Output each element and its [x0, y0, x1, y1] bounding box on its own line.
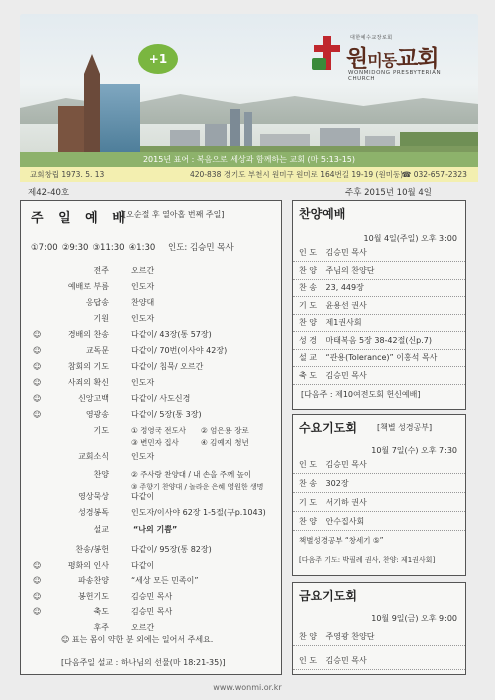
- dotted-divider: [293, 366, 465, 367]
- friday-line-label: 인 도: [299, 656, 317, 665]
- stand-up-smile-icon: ☺: [33, 410, 42, 419]
- wednesday-line: [299, 497, 367, 508]
- stand-up-smile-icon: ☺: [33, 362, 42, 371]
- founded-date: 교회창립 1973. 5. 13: [30, 170, 105, 179]
- order-value: 오르간: [131, 622, 155, 632]
- stand-up-smile-icon: ☺: [33, 394, 42, 403]
- worship-order-row: [21, 622, 283, 634]
- order-label: 축도: [93, 607, 109, 616]
- dotted-divider: [293, 279, 465, 280]
- stand-up-smile-icon: ☺: [33, 330, 42, 339]
- order-label: 사죄의 확신: [67, 378, 109, 387]
- sermon-row: 설교 “나의 기쁨”: [93, 525, 178, 534]
- order-value: 다같이/ 43장(통 57장): [131, 330, 212, 339]
- praise-worship-line-value: 23, 449장: [325, 283, 364, 292]
- bulletin-date: 주후 2015년 10월 4일: [345, 188, 433, 198]
- wednesday-line-label: 기 도: [299, 498, 317, 507]
- worship-order-row: [21, 265, 283, 277]
- standing-notice: ☺ 표는 몸이 약한 분 외에는 일어서 주세요.: [61, 635, 214, 644]
- praise-worship-title: 찬양예배: [299, 207, 346, 221]
- stand-up-smile-icon: ☺: [33, 607, 42, 616]
- praise-worship-line: [299, 370, 367, 381]
- order-label: 참회의 기도: [67, 362, 109, 371]
- order-value: 오르간: [131, 266, 155, 275]
- praise-worship-line-label: 인 도: [299, 248, 317, 257]
- worship-order-row: [21, 345, 283, 357]
- church-news-row: 교회소식 인도자: [78, 452, 155, 461]
- order-value: 다같이/ 70번(이사야 42장): [131, 346, 228, 355]
- dotted-divider: [293, 314, 465, 315]
- praise-worship-line-value: 제1권사회: [325, 318, 362, 327]
- order-label: 찬송/봉헌: [75, 545, 109, 554]
- praise-worship-line-label: 찬 송: [299, 283, 317, 292]
- friday-line-label: 찬 양: [299, 632, 317, 641]
- praise-worship-line: [299, 300, 367, 311]
- order-label: 성경봉독: [78, 508, 109, 517]
- order-label: 후주: [93, 622, 109, 632]
- wednesday-line-value: 안수집사회: [325, 517, 365, 526]
- order-value: 찬양대: [131, 298, 155, 307]
- praise-worship-line-label: 축 도: [299, 370, 317, 380]
- praise-worship-line-label: 설 교: [299, 353, 317, 362]
- stand-up-smile-icon: ☺: [33, 560, 42, 570]
- service-times: ①7:00 ②9:30 ③11:30 ④1:30 인도: 김승민 목사: [31, 243, 234, 253]
- order-value: 다같이: [131, 492, 155, 501]
- praise-worship-line-value: 윤용선 권사: [325, 300, 367, 310]
- praise-worship-line-value: 김승민 목사: [325, 370, 367, 380]
- praise-worship-line: [299, 317, 362, 328]
- church-address: 420-838 경기도 부천시 원미구 원미로 164번길 19-19 (원미동): [190, 170, 404, 179]
- worship-order-row: [21, 544, 283, 556]
- dotted-divider: [293, 530, 465, 531]
- praise-worship-line-label: 성 경: [299, 335, 317, 345]
- praise-worship-line: [299, 265, 374, 276]
- praise-worship-line: [299, 282, 364, 293]
- sunday-worship-title: 주 일 예 배: [31, 211, 130, 226]
- order-label: 평화의 인사: [67, 560, 109, 570]
- church-info-bar: [20, 167, 478, 182]
- order-label: 파송찬양: [78, 576, 109, 585]
- dotted-divider: [293, 349, 465, 350]
- order-value: 다같이/ 사도신경: [131, 394, 191, 403]
- friday-line: [299, 631, 374, 642]
- plus-one-bubble: +1: [138, 44, 178, 74]
- wednesday-line-value: 서기하 권사: [325, 498, 367, 507]
- worship-order-row: [21, 409, 283, 421]
- stand-up-smile-icon: ☺: [33, 346, 42, 355]
- wednesday-line-value: 302장: [325, 479, 349, 488]
- worship-order-row: [21, 377, 283, 389]
- worship-order-row: [21, 575, 283, 587]
- wednesday-study: 책별성경공부 “창세기 ⑤”: [299, 536, 384, 545]
- cross-logo-icon: [312, 36, 342, 70]
- order-label: 신앙고백: [78, 394, 109, 403]
- order-label: 영상묵상: [78, 492, 109, 501]
- website-url[interactable]: www.wonmi.or.kr: [213, 683, 282, 692]
- sunday-worship-subtitle: [오순절 후 열아홉 번째 주일]: [123, 210, 225, 219]
- wednesday-prayer-datetime: 10월 7일(수) 오후 7:30: [371, 446, 457, 455]
- wednesday-line: [299, 459, 367, 470]
- worship-order-row: [21, 591, 283, 603]
- order-label: 응답송: [85, 298, 109, 307]
- order-value: 김승민 목사: [131, 607, 173, 616]
- praise-worship-datetime: 10월 4일(주일) 오후 3:00: [363, 234, 457, 243]
- sunday-worship-box: [20, 200, 282, 675]
- praise-worship-line-label: 찬 양: [299, 318, 317, 327]
- dotted-divider: [293, 492, 465, 493]
- order-label: 교독문: [85, 346, 109, 355]
- order-value: 인도자: [131, 314, 155, 323]
- wednesday-line-value: 김승민 목사: [325, 460, 367, 469]
- friday-line-value: 김승민 목사: [325, 656, 367, 665]
- order-value: 인도자/이사야 62장 1-5절(구p.1043): [131, 508, 266, 517]
- friday-prayer-datetime: 10월 9일(금) 오후 9:00: [371, 614, 457, 623]
- order-value: 인도자: [131, 378, 155, 387]
- header-banner: [20, 14, 478, 154]
- dotted-divider: [293, 473, 465, 474]
- dotted-divider: [293, 384, 465, 385]
- next-sunday-sermon: [다음주일 설교 : 하나님의 선물(마 18:21-35)]: [61, 658, 226, 667]
- praise-worship-line-value: “관용(Tolerance)” 이홍석 목사: [325, 353, 438, 362]
- year-theme: 2015년 표어 : 복음으로 세상과 함께하는 교회 (마 5:13-15): [20, 152, 478, 167]
- dotted-divider: [293, 511, 465, 512]
- dotted-divider: [293, 296, 465, 297]
- worship-order-row: [21, 507, 283, 519]
- friday-line: [299, 655, 367, 666]
- wednesday-prayer-title: 수요기도회: [299, 421, 357, 435]
- worship-order-row: [21, 361, 283, 373]
- dotted-divider: [293, 669, 465, 670]
- wednesday-line-label: 찬 송: [299, 479, 317, 488]
- wednesday-next: [다음주 기도: 박필례 권사, 찬양: 제1권사회]: [299, 556, 436, 564]
- praise-worship-line: [299, 352, 437, 363]
- order-value: 다같이/ 5장(통 3장): [131, 410, 202, 419]
- worship-order-row: [21, 313, 283, 325]
- friday-line-value: 주영광 찬양단: [325, 632, 375, 641]
- praise-worship-line-value: 주님의 찬양단: [325, 265, 375, 275]
- worship-order-row: [21, 393, 283, 405]
- friday-prayer-box: [292, 582, 466, 675]
- glass-building-illustration: [100, 84, 140, 154]
- praise-row: 찬양 ② 주사랑 찬양대 / 내 손을 주께 높이 ③ 주향기 찬양대 / 놀라운 은혜 영원한 생명: [93, 470, 264, 491]
- wednesday-line: [299, 516, 364, 527]
- worship-order-row: [21, 329, 283, 341]
- wednesday-prayer-subtitle: [책별 성경공부]: [377, 423, 433, 432]
- worship-order-row: [21, 297, 283, 309]
- church-logo: [312, 32, 462, 80]
- order-label: 영광송: [85, 410, 109, 419]
- order-value: 다같이: [131, 560, 155, 570]
- order-label: 기원: [93, 314, 109, 323]
- order-label: 봉헌기도: [78, 591, 109, 601]
- logo-denomination: 대한예수교장로회: [350, 35, 393, 41]
- order-value: 다같이/ 침묵/ 오르간: [131, 362, 204, 371]
- praise-worship-line: [299, 247, 367, 258]
- logo-english-name: WONMIDONG PRESBYTERIAN CHURCH: [348, 70, 442, 82]
- wednesday-line: [299, 478, 349, 489]
- praise-worship-line-value: 김승민 목사: [325, 248, 367, 257]
- dotted-divider: [293, 645, 465, 646]
- praise-worship-line: [299, 335, 432, 346]
- prayer-row: 기도 ① 정영국 전도사 ② 엄은용 장로 ③ 변민자 집사 ④ 김예지 청년: [93, 426, 249, 447]
- worship-leader: 인도: 김승민 목사: [167, 243, 234, 253]
- worship-order-row: [21, 606, 283, 618]
- order-label: 경배의 찬송: [67, 330, 109, 339]
- dotted-divider: [293, 261, 465, 262]
- order-value: 다같이/ 95장(통 82장): [131, 545, 212, 554]
- worship-order-row: [21, 281, 283, 293]
- friday-prayer-title: 금요기도회: [299, 589, 357, 603]
- worship-order-row: [21, 560, 283, 572]
- stand-up-smile-icon: ☺: [33, 576, 42, 585]
- stand-up-smile-icon: ☺: [33, 591, 42, 601]
- order-value: 김승민 목사: [131, 591, 173, 601]
- issue-number: 제42-40호: [28, 188, 70, 198]
- logo-church-name: 원미동교회: [346, 46, 439, 72]
- wednesday-prayer-box: [292, 414, 466, 576]
- praise-worship-line-value: 마태복음 5장 38-42절(신p.7): [325, 335, 433, 345]
- order-value: 인도자: [131, 282, 155, 291]
- order-label: 예배로 부름: [67, 282, 109, 291]
- worship-order-row: [21, 491, 283, 503]
- church-phone: ☎ 032-657-2323: [402, 170, 467, 179]
- order-label: 전주: [93, 266, 109, 275]
- stand-up-smile-icon: ☺: [33, 378, 42, 387]
- praise-worship-box: [292, 200, 466, 410]
- order-value: “세상 모든 민족이”: [131, 576, 199, 585]
- praise-worship-line-label: 찬 양: [299, 265, 317, 275]
- praise-worship-next: [다음주 : 제10여전도회 헌신예배]: [301, 390, 421, 399]
- wednesday-line-label: 찬 양: [299, 517, 317, 526]
- dotted-divider: [293, 331, 465, 332]
- praise-worship-line-label: 기 도: [299, 300, 317, 310]
- wednesday-line-label: 인 도: [299, 460, 317, 469]
